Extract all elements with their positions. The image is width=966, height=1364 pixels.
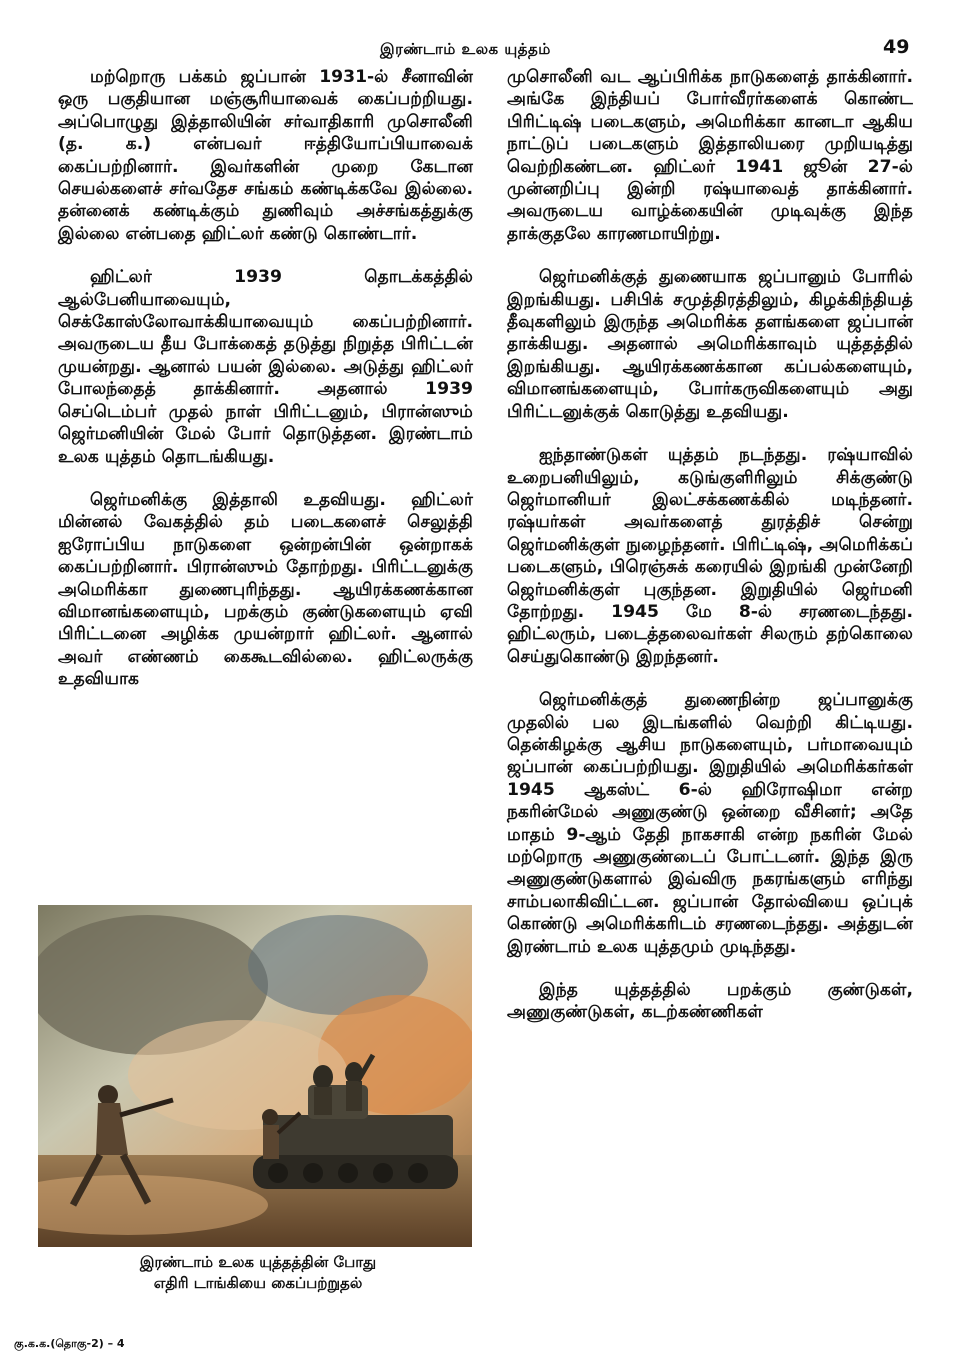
running-head-title: இரண்டாம் உலக யுத்தம் [380,40,551,58]
paragraph: ஹிட்லர் 1939 தொடக்கத்தில் ஆல்பேனியாவையும், செக்கோஸ்லோவாக்கியாவையும் கைப்பற்றினார். அவருடைய தீய போக்கைத் தடுத்து நிறுத்த பிரிட்டன் முயன்றது. ஆனால் பயன் இல்லை. அடுத்து ஹிட்லர் போலந்தைத் தாக்கினார். அதனால் 1939 செப்டெம்பர் முதல் நாள் பிரிட்டனும், பிரான்ஸும் ஜெர்மனியின் மேல் போர் தொடுத்தன. இரண்டாம் உலக யுத்தம் தொடங்கியது. [58,267,473,467]
paragraph: இந்த யுத்தத்தில் பறக்கும் குண்டுகள், அணுகுண்டுகள், கடற்கண்ணிகள் [507,980,913,1023]
left-column [58,66,473,712]
paragraph: ஜெர்மனிக்குத் துணையாக ஜப்பானும் போரில் இறங்கியது. பசிபிக் சமுத்திரத்திலும், கிழக்கிந்தியத் தீவுகளிலும் இருந்த அமெரிக்க தளங்களை ஜப்பான் தாக்கியது. அதனால் அமெரிக்காவும் யுத்தத்தில் இறங்கியது. ஆயிரக்கணக்கான கப்பல்களையும், விமானங்களையும், போர்கருவிகளையும் அது பிரிட்டனுக்குக் கொடுத்து உதவியது. [507,267,913,422]
paragraph: மற்றொரு பக்கம் ஜப்பான் 1931-ல் சீனாவின் ஒரு பகுதியான மஞ்சூரியாவைக் கைப்பற்றியது. அப்பொழுது இத்தாலியின் சர்வாதிகாரி முசொலீனி (த. க.) என்பவர் ஈத்தியோப்பியாவைக் கைப்பற்றினார். இவர்களின் முறை கேடான செயல்களைச் சர்வதேச சங்கம் கண்டிக்கவே இல்லை. தன்னைக் கண்டிக்கும் துணிவும் அச்சங்கத்துக்கு இல்லை என்பதை ஹிட்லர் கண்டு கொண்டார். [58,67,473,244]
right-column [507,66,913,1045]
paragraph: ஜெர்மனிக்கு இத்தாலி உதவியது. ஹிட்லர் மின்னல் வேகத்தில் தம் படைகளைச் செலுத்தி ஐரோப்பிய நாடுகளை ஒன்றன்பின் ஒன்றாகக் கைப்பற்றினார். பிரான்ஸும் தோற்றது. பிரிட்டனுக்கு அமெரிக்கா துணைபுரிந்தது. ஆயிரக்கணக்கான விமானங்களையும், பறக்கும் குண்டுகளையும் ஏவி பிரிட்டனை அழிக்க முயன்றார் ஹிட்லர். ஆனால் அவர் எண்ணம் கைகூடவில்லை. ஹிட்லருக்கு உதவியாக [58,489,473,690]
paragraph: ஐந்தாண்டுகள் யுத்தம் நடந்தது. ரஷ்யாவில் உறைபனியிலும், கடுங்குளிரிலும் சிக்குண்டு ஜெர்மானியர் இலட்சக்கணக்கில் மடிந்தனர். ரஷ்யர்கள் அவர்களைத் துரத்திச் சென்று ஜெர்மனிக்குள் நுழைந்தனர். பிரிட்டிஷ், அமெரிக்கப் படைகளும், பிரெஞ்சுக் கரையில் இறங்கி முன்னேறி ஜெர்மனிக்குள் புகுந்தன. இறுதியில் ஜெர்மனி தோற்றது. 1945 மே 8-ல் சரணடைந்தது. ஹிட்லரும், படைத்தலைவர்கள் சிலரும் தற்கொலை செய்துகொண்டு இறந்தனர். [507,445,913,667]
battle-painting [38,905,472,1247]
caption-line: இரண்டாம் உலக யுத்தத்தின் போது [139,1253,377,1271]
page-number: 49 [883,36,910,58]
footer-volume-code: கு.க.க.(தொகு-2) – 4 [14,1337,125,1350]
figure-caption [38,1252,478,1294]
paragraph: ஜெர்மனிக்குத் துணைநின்ற ஜப்பானுக்கு முதலில் பல இடங்களில் வெற்றி கிட்டியது. தென்கிழக்கு ஆசிய நாடுகளையும், பர்மாவையும் ஜப்பான் கைப்பற்றியது. இறுதியில் அமெரிக்கர்கள் 1945 ஆகஸ்ட் 6-ல் ஹிரோஷிமா என்ற நகரின்மேல் அணுகுண்டு ஒன்றை வீசினர்; அதே மாதம் 9-ஆம் தேதி நாகசாகி என்ற நகரின் மேல் மற்றொரு அணுகுண்டைப் போட்டனர். இந்த இரு அணுகுண்டுகளால் இவ்விரு நகரங்களும் எரிந்து சாம்பலாகிவிட்டன. ஜப்பான் தோல்வியை ஒப்புக் கொண்டு அமெரிக்கரிடம் சரணடைந்தது. அத்துடன் இரண்டாம் உலக யுத்தமும் முடிந்தது. [507,690,913,957]
caption-line: எதிரி டாங்கியை கைப்பற்றுதல் [153,1274,363,1292]
paragraph: முசொலீனி வட ஆப்பிரிக்க நாடுகளைத் தாக்கினார். அங்கே இந்தியப் போர்வீரர்களைக் கொண்ட பிரிட்டிஷ் படைகளும், அமெரிக்கா கானடா ஆகிய நாட்டுப் படைகளும் இத்தாலியரை முறியடித்து வெற்றிகண்டன. ஹிட்லர் 1941 ஜூன் 27-ல் முன்னறிப்பு இன்றி ரஷ்யாவைத் தாக்கினார். அவருடைய வாழ்க்கையின் முடிவுக்கு இந்த தாக்குதலே காரணமாயிற்று. [507,67,913,244]
war-illustration [38,905,472,1247]
